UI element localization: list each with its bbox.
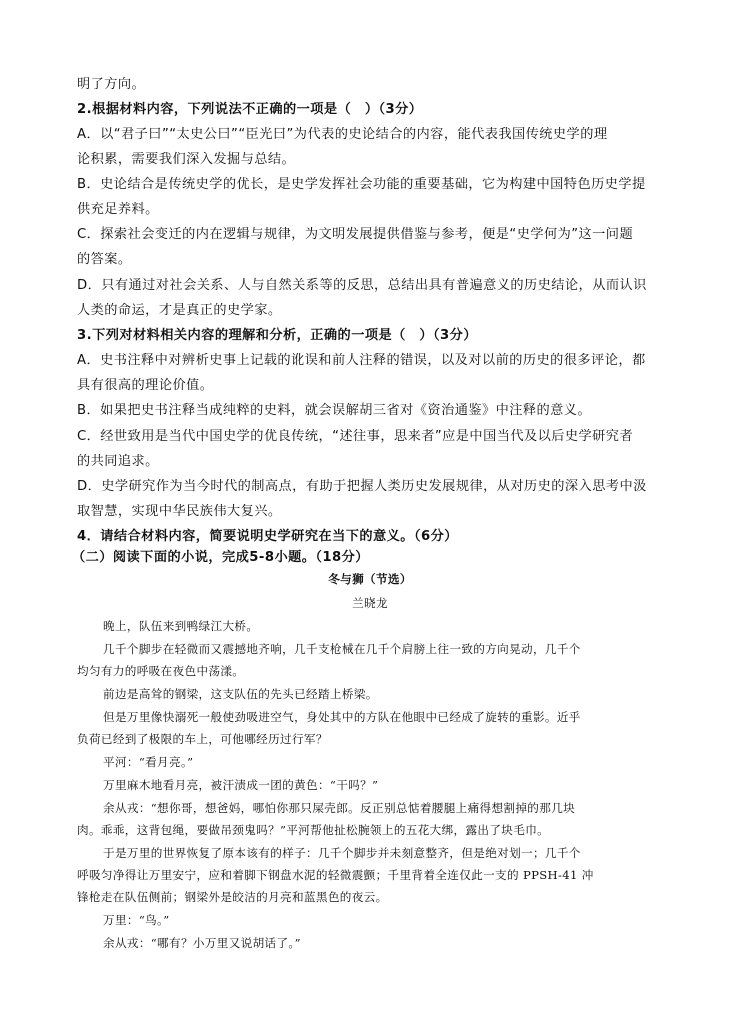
option-3c-line1: C．经世致用是当代中国史学的优良传统，“述往事，思来者”应是中国当代及以后史学研究者 xyxy=(77,429,634,444)
story-paragraph: 但是万里像快溺死一般使劲吸进空气，身处其中的方队在他眼中已经成了旋转的重影。近乎 xyxy=(103,710,581,724)
story-dialogue: 万里麻木地看月亮，被汗渍成一团的黄色：“干吗？” xyxy=(103,778,379,792)
story-author: 兰晓龙 xyxy=(352,596,388,610)
option-3b-line1: B．如果把史书注释当成纯粹的史料，就会误解胡三省对《资治通鉴》中注释的意义。 xyxy=(77,403,592,418)
option-2b-line2: 供充足养料。 xyxy=(77,202,159,217)
option-3c-line2: 的共同追求。 xyxy=(77,454,159,469)
option-2c-line1: C．探索社会变迁的内在逻辑与规律，为文明发展提供借鉴与参考，便是“史学何为”这一问题 xyxy=(77,227,634,242)
option-3a-line1: A．史书注释中对辨析史事上记载的讹误和前人注释的错误，以及对以前的历史的很多评论，都 xyxy=(77,353,646,368)
option-2c-line2: 的答案。 xyxy=(77,252,132,267)
option-3a-line2: 具有很高的理论价值。 xyxy=(77,378,214,393)
option-2a-line2: 论积累，需要我们深入发掘与总结。 xyxy=(77,152,296,167)
story-dialogue: 万里：“鸟。” xyxy=(103,913,170,927)
text-line: 明了方向。 xyxy=(77,77,146,92)
option-2d-line2: 人类的命运，才是真正的史学家。 xyxy=(77,303,282,318)
question-4-heading: 4．请结合材料内容，简要说明史学研究在当下的意义。（6分） xyxy=(77,529,458,544)
option-2d-line1: D．只有通过对社会关系、人与自然关系等的反思，总结出具有普遍意义的历史结论，从而认识 xyxy=(77,278,647,293)
option-3d-line1: D．史学研究作为当今时代的制高点，有助于把握人类历史发展规律，从对历史的深入思考中汲 xyxy=(77,479,647,494)
story-paragraph: 几千个脚步在轻微而又震撼地齐响，几千支枪械在几千个肩膀上往一致的方向晃动，几千个 xyxy=(103,642,581,656)
question-2-heading: 2.根据材料内容，下列说法不正确的一项是（ ）（3分） xyxy=(77,102,423,117)
option-2b-line1: B．史论结合是传统史学的优长，是史学发挥社会功能的重要基础，它为构建中国特色历史学提 xyxy=(77,177,646,192)
story-paragraph-continued: 均匀有力的呼吸在夜色中荡漾。 xyxy=(77,664,245,678)
story-paragraph-continued: 肉。乖乖，这背包绳，要做吊颈鬼吗？”平河帮他扯松腕领上的五花大绑，露出了块毛巾。 xyxy=(77,823,550,837)
story-paragraph: 前边是高耸的钢梁，这支队伍的先头已经踏上桥梁。 xyxy=(103,687,378,701)
question-3-heading: 3.下列对材料相关内容的理解和分析，正确的一项是（ ）（3分） xyxy=(77,328,477,343)
section-2-heading: （二）阅读下面的小说，完成5-8小题。（18分） xyxy=(72,550,369,565)
story-title: 冬与狮（节选） xyxy=(328,572,412,586)
story-dialogue: 余从戎：“想你哥，想爸妈，哪怕你那只屎壳郎。反正别总惦着腰腿上痛得想割掉的那几块 xyxy=(103,801,576,815)
option-2a-line1: A．以“君子曰”“太史公曰”“臣光曰”为代表的史论结合的内容，能代表我国传统史学的理 xyxy=(77,127,608,142)
story-dialogue: 平河：“看月亮。” xyxy=(103,755,194,769)
story-paragraph-continued: 负荷已经到了极限的车上，可他哪经历过行军？ xyxy=(77,732,328,746)
story-paragraph: 于是万里的世界恢复了原本该有的样子：几千个脚步并未刻意整齐，但是绝对划一；几千个 xyxy=(103,846,581,860)
story-paragraph-continued: 锋枪走在队伍侧前；钢梁外是皎洁的月亮和蓝黑色的夜云。 xyxy=(77,890,388,904)
story-dialogue: 余从戎：“哪有？小万里又说胡话了。” xyxy=(103,936,301,950)
story-paragraph: 晚上，队伍来到鸭绿江大桥。 xyxy=(103,619,259,633)
option-3d-line2: 取智慧，实现中华民族伟大复兴。 xyxy=(77,504,282,519)
story-paragraph-continued: 呼吸匀净得让万里安宁，应和着脚下钢盘水泥的轻微震颤；千里背着全连仅此一支的 PPSH-41 冲 xyxy=(77,868,594,882)
